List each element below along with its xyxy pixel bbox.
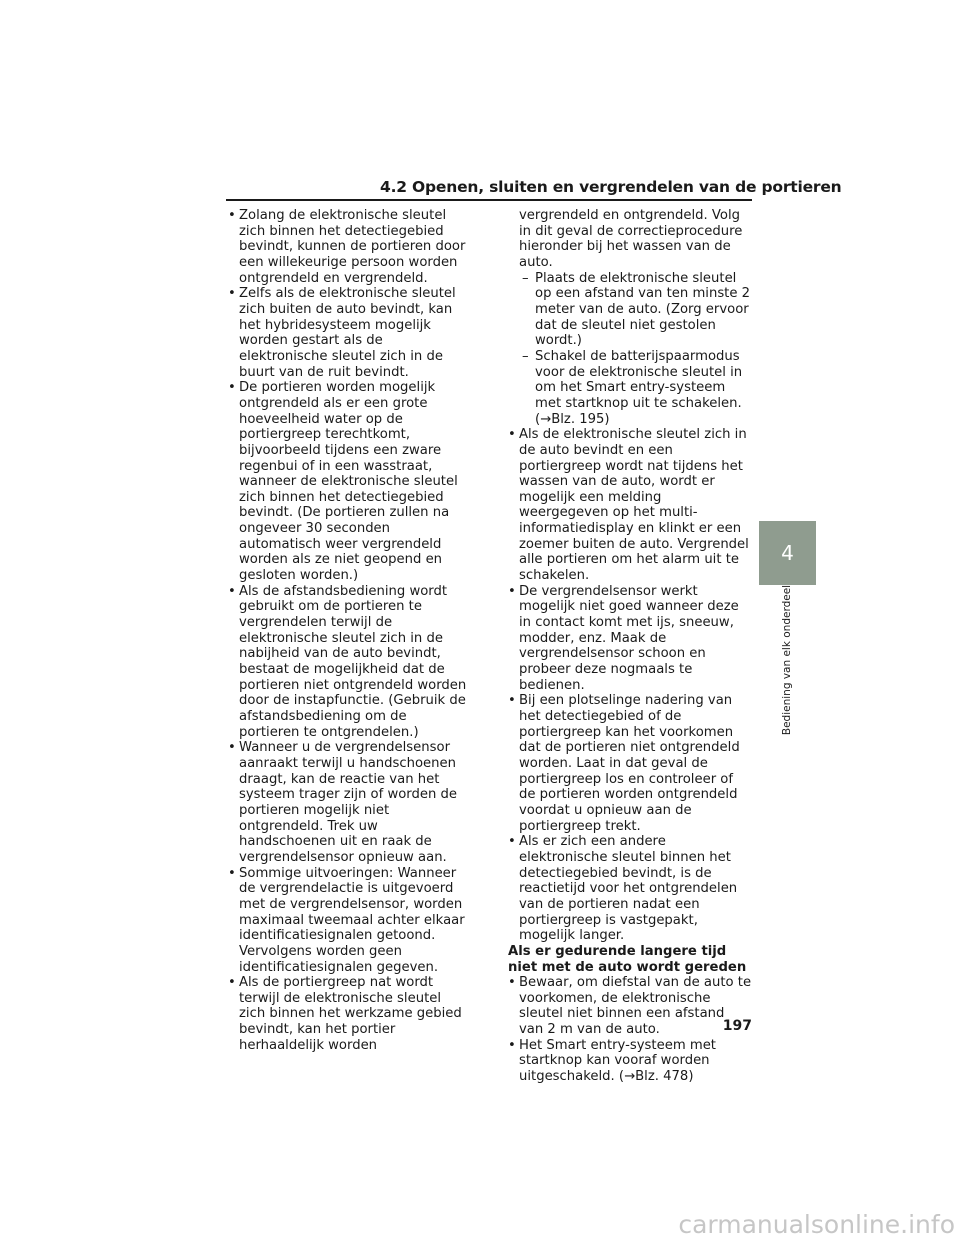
dash-list-item: – Schakel de batterijspaarmodus voor de elektronische sleutel in om het Smart entry-systeem met startknop uit te schakelen. (→Blz. 195) <box>508 349 752 427</box>
list-item: • De portieren worden mogelijk ontgrendeld als er een grote hoeveelheid water op de portiergreep terechtkomt, bijvoorbeeld tijdens een zware regenbui of in een wasstraat, wanneer de elektronische sleutel zich binnen het detectiegebied bevindt. (De portieren zullen na ongeveer 30 seconden automatisch weer vergrendeld worden als ze niet geopend en gesloten worden.) <box>228 380 468 584</box>
list-item: • Wanneer u de vergrendelsensor aanraakt terwijl u handschoenen draagt, kan de reactie van het systeem trager zijn of worden de portieren mogelijk niet ontgrendeld. Trek uw handschoenen uit en raak de vergrendelsensor opnieuw aan. <box>228 740 468 865</box>
right-column <box>508 208 752 1085</box>
list-item: • Zelfs als de elektronische sleutel zich buiten de auto bevindt, kan het hybridesysteem mogelijk worden gestart als de elektronische sleutel zich in de buurt van de ruit bevindt. <box>228 286 468 380</box>
section-header-title: 4.2 Openen, sluiten en vergrendelen van de portieren <box>380 178 842 196</box>
left-column <box>228 208 468 1053</box>
list-item: • Bij een plotselinge nadering van het detectiegebied of de portiergreep kan het voorkomen dat de portieren niet ontgrendeld worden. Laat in dat geval de portiergreep los en controleer of de portieren worden ontgrendeld voordat u opnieuw aan de portiergreep trekt. <box>508 693 752 834</box>
chapter-number: 4 <box>781 541 794 565</box>
dash-list-item: – Plaats de elektronische sleutel op een afstand van ten minste 2 meter van de auto. (Zorg ervoor dat de sleutel niet gestolen wordt.) <box>508 271 752 349</box>
list-item: • De vergrendelsensor werkt mogelijk niet goed wanneer deze in contact komt met ijs, sneeuw, modder, enz. Maak de vergrendelsensor schoon en probeer deze nogmaals te bedienen. <box>508 584 752 694</box>
chapter-label: Bediening van elk onderdeel <box>781 584 793 736</box>
list-item: • Als de portiergreep nat wordt terwijl de elektronische sleutel zich binnen het werkzame gebied bevindt, kan het portier herhaaldelijk worden <box>228 975 468 1053</box>
watermark: carmanualsonline.info <box>678 1210 955 1239</box>
header-rule <box>226 199 752 201</box>
list-item: • Sommige uitvoeringen: Wanneer de vergrendelactie is uitgevoerd met de vergrendelsensor, worden maximaal tweemaal achter elkaar identificatiesignalen getoond. Vervolgens worden geen identificatiesignalen gegeven. <box>228 866 468 976</box>
list-item: • Als de afstandsbediening wordt gebruikt om de portieren te vergrendelen terwijl de elektronische sleutel zich in de nabijheid van de auto bevindt, bestaat de mogelijkheid dat de portieren niet ontgrendeld worden door de instapfunctie. (Gebruik de afstandsbediening om de portieren te ontgrendelen.) <box>228 584 468 741</box>
list-item: • Als er zich een andere elektronische sleutel binnen het detectiegebied bevindt, is de reactietijd voor het ontgrendelen van de portieren nadat een portiergreep is vastgepakt, mogelijk langer. <box>508 834 752 944</box>
list-item: • Het Smart entry-systeem met startknop kan vooraf worden uitgeschakeld. (→Blz. 478) <box>508 1038 752 1085</box>
list-item: • Zolang de elektronische sleutel zich binnen het detectiegebied bevindt, kunnen de portieren door een willekeurige persoon worden ontgrendeld en vergrendeld. <box>228 208 468 286</box>
page-number: 197 <box>722 1018 752 1034</box>
subheading: Als er gedurende langere tijd niet met de auto wordt gereden <box>508 943 747 975</box>
list-item-continuation: vergrendeld en ontgrendeld. Volg in dit geval de correctieprocedure hieronder bij het wassen van de auto. <box>519 208 743 270</box>
list-item: • Bewaar, om diefstal van de auto te voorkomen, de elektronische sleutel niet binnen een afstand van 2 m van de auto. <box>508 975 752 1038</box>
list-item: • Als de elektronische sleutel zich in de auto bevindt en een portiergreep wordt nat tijdens het wassen van de auto, wordt er mogelijk een melding weergegeven op het multi-informatiedisplay en klinkt er een zoemer buiten de auto. Vergrendel alle portieren om het alarm uit te schakelen. <box>508 427 752 584</box>
